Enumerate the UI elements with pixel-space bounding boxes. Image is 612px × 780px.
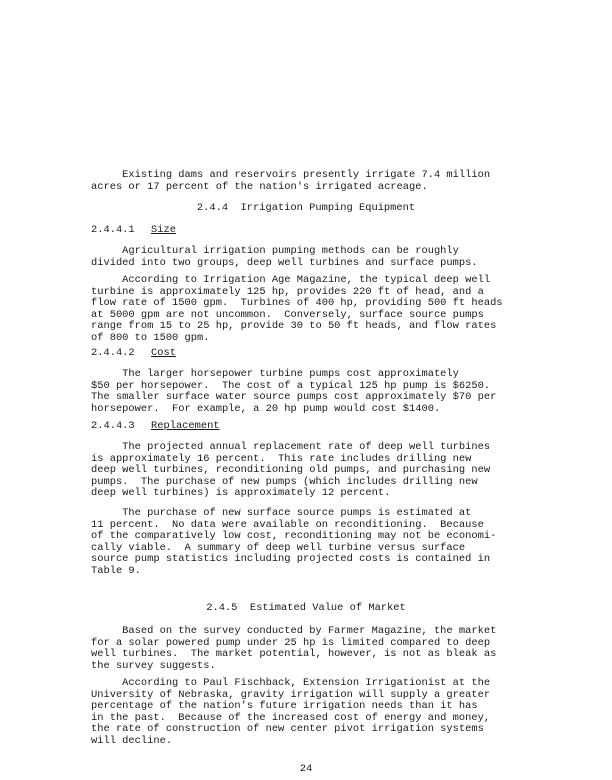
subsection-title: Size: [151, 224, 176, 236]
subsection-number: 2.4.4.3: [91, 420, 135, 432]
subsection-heading-2-4-4-2: [91, 348, 176, 360]
subsection-title: Replacement: [151, 420, 220, 432]
intro-paragraph: Existing dams and reservoirs presently irrigate 7.4 million acres or 17 percent of the nation's irrigated acreage.: [91, 169, 491, 193]
paragraph: Based on the survey conducted by Farmer Magazine, the market for a solar powered pump under 25 hp is limited compared to deep well turbines. The market potential, however, is not as bleak as the survey suggests.: [91, 625, 497, 672]
subsection-heading-2-4-4-3: [91, 421, 220, 433]
paragraph: The purchase of new surface source pumps is estimated at 11 percent. No data were available on reconditioning. Because of the comparatively low cost, reconditioning may not be economi- cally viable. A summary of deep well turbine versus surface source pump statistics including projected costs is contained in Table 9.: [91, 507, 497, 577]
paragraph: The larger horsepower turbine pumps cost approximately $50 per horsepower. The cost of a typical 125 hp pump is $6250. The smaller surface water source pumps cost approximately $70 per horsepower. For example, a 20 hp pump would cost $1400.: [91, 368, 497, 415]
subsection-number: 2.4.4.1: [91, 224, 135, 236]
subsection-heading-2-4-4-1: [91, 225, 176, 237]
paragraph: Agricultural irrigation pumping methods can be roughly divided into two groups, deep well turbines and surface pumps.: [91, 245, 478, 269]
subsection-number: 2.4.4.2: [91, 347, 135, 359]
page-number: 24: [299, 763, 313, 775]
paragraph: According to Paul Fischback, Extension Irrigationist at the University of Nebraska, gravity irrigation will supply a greater percentage of the nation's future irrigation needs than it has in the past. Because of the increased cost of energy and money, the rate of construction of new center pivot irrigation systems will decline.: [91, 677, 491, 747]
section-heading-2-4-4: 2.4.4 Irrigation Pumping Equipment: [196, 202, 416, 214]
paragraph: The projected annual replacement rate of deep well turbines is approximately 16 percent. This rate includes drilling new deep well turbines, reconditioning old pumps, and purchasing new pumps. The purchase of new pumps (which includes drilling new deep well turbines) is approximately 12 percent.: [91, 441, 491, 500]
section-heading-2-4-5: 2.4.5 Estimated Value of Market: [206, 602, 406, 614]
subsection-title: Cost: [151, 347, 176, 359]
paragraph: According to Irrigation Age Magazine, the typical deep well turbine is approximately 125 hp, provides 220 ft of head, and a flow rate of 1500 gpm. Turbines of 400 hp, providing 500 ft heads at 5000 gpm are not uncommon. Conversely, surface source pumps range from 15 to 25 hp, provide 30 to 50 ft heads, and flow rates of 800 to 1500 gpm.: [91, 274, 503, 344]
